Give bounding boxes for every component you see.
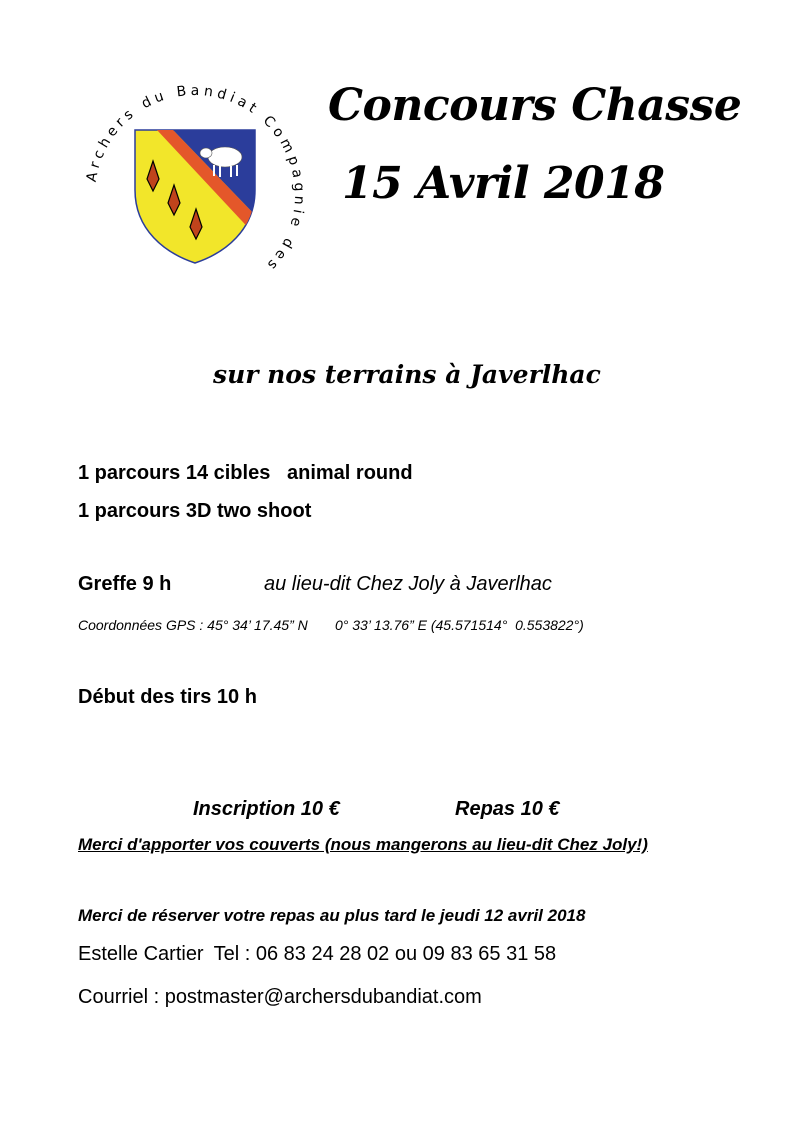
greffe-place: au lieu-dit Chez Joly à Javerlhac (264, 573, 552, 595)
contact-name: Estelle Cartier (78, 943, 204, 965)
parcours-line: 1 parcours 14 cibles animal round (78, 462, 413, 484)
repas-price: Repas 10 € (455, 798, 560, 820)
title-line-2: 15 Avril 2018 (342, 158, 665, 209)
contact-phone: Tel : 06 83 24 28 02 ou 09 83 65 31 58 (213, 943, 557, 965)
title-line-1: Concours Chasse (328, 80, 742, 131)
club-logo (75, 75, 315, 315)
contact-line (78, 943, 556, 966)
logo-ring-text: Archers du Bandiat Compagnie des (83, 82, 308, 276)
merci-couverts-note: Merci d'apporter vos couverts (nous mangerons au lieu-dit Chez Joly!) (78, 835, 648, 854)
debut-tirs: Début des tirs 10 h (78, 686, 257, 708)
merci-reserver-note: Merci de réserver votre repas au plus tard le jeudi 12 avril 2018 (78, 906, 586, 925)
subtitle: sur nos terrains à Javerlhac (213, 360, 601, 389)
club-logo-graphic (75, 75, 315, 315)
gps-coordinates: Coordonnées GPS : 45° 34’ 17.45” N 0° 33’ 13.76” E (45.571514° 0.553822°) (78, 617, 584, 633)
inscription-price: Inscription 10 € (193, 798, 340, 820)
courriel-line: Courriel : postmaster@archersdubandiat.com (78, 986, 482, 1008)
greffe-label: Greffe 9 h (78, 573, 172, 595)
parcours-line: 1 parcours 3D two shoot (78, 500, 312, 522)
shield-icon (135, 130, 255, 263)
